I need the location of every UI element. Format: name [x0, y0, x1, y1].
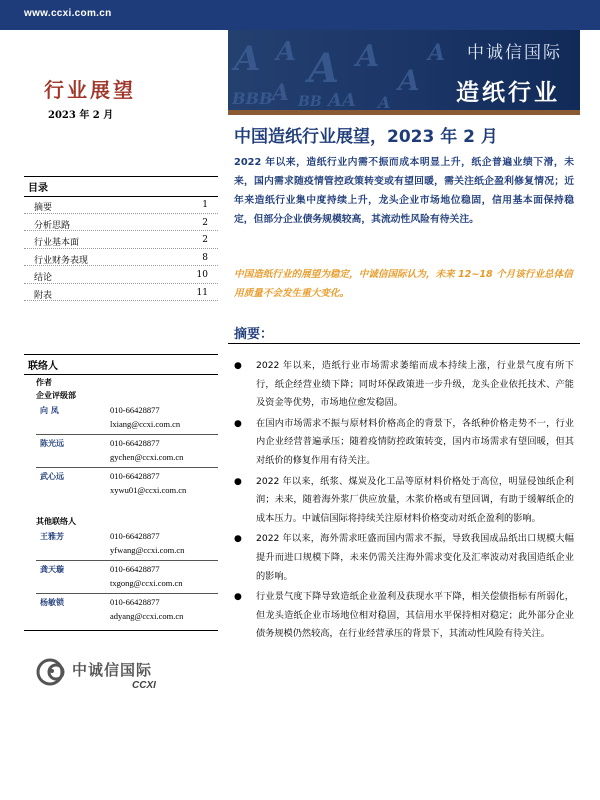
contacts-heading: 联络人: [24, 354, 218, 375]
contact-name: 龚天璇: [40, 565, 64, 574]
contact-email[interactable]: xywu01@ccxi.com.cn: [110, 485, 187, 495]
outlook-view: 中国造纸行业的展望为稳定，中诚信国际认为，未来 12~18 个月该行业总体信用质量不会发生重大变化。: [234, 269, 573, 299]
contact-phone: 010-66428877: [110, 405, 160, 415]
toc-item-label: 摘要: [34, 203, 53, 213]
toc-list: [24, 196, 218, 301]
contact-phone: 010-66428877: [110, 597, 160, 607]
toc-item[interactable]: [24, 266, 218, 284]
toc-item-page: 8: [202, 252, 208, 263]
banner-letter: A: [398, 64, 420, 97]
logo-abbr: CCXI: [132, 680, 156, 691]
banner-letter: A: [308, 45, 340, 92]
banner-letter: BBB: [232, 89, 273, 108]
contact-phone: 010-66428877: [110, 471, 160, 481]
toc-item[interactable]: [24, 214, 218, 232]
contact-phone: 010-66428877: [110, 438, 160, 448]
toc-item-label: 行业基本面: [34, 238, 80, 248]
site-url[interactable]: www.ccxi.com.cn: [24, 8, 112, 19]
contact-email[interactable]: yfwang@ccxi.com.cn: [110, 545, 185, 555]
toc-item-page: 11: [196, 287, 208, 298]
document-title: 中国造纸行业展望，2023 年 2 月: [234, 127, 498, 147]
summary-bullet: ● 2022 年以来，海外需求旺盛而国内需求不振，导致我国成品纸出口规模大幅提升而进口规模下降，未来仍需关注海外需求变化及汇率波动对我国造纸企业的影响。: [234, 530, 574, 586]
toc-item-label: 结论: [34, 273, 53, 283]
contact-name: 向 凤: [40, 406, 59, 415]
logo-mark-icon: [36, 656, 70, 690]
contact-entry: [36, 469, 218, 502]
summary-title: 摘要：: [234, 327, 274, 342]
toc-item-page: 10: [196, 270, 208, 280]
contact-email[interactable]: lxiang@ccxi.com.cn: [110, 419, 181, 429]
banner-letter: A: [272, 80, 290, 106]
contact-name: 王雅芳: [40, 532, 64, 541]
contact-divider: [36, 467, 218, 468]
logo-name: 中诚信国际: [72, 661, 153, 679]
banner-underline: [228, 110, 580, 115]
contact-entry: [36, 436, 218, 469]
other-contacts-title: 其他联络人: [36, 517, 76, 526]
toc-item[interactable]: [24, 196, 218, 214]
report-type: 行业展望: [44, 78, 136, 102]
contact-name: 武心远: [40, 472, 64, 481]
toc-item-page: 2: [202, 217, 208, 228]
contact-email[interactable]: adyang@ccxi.com.cn: [110, 611, 184, 621]
contact-divider: [36, 560, 218, 561]
top-bar: [0, 0, 600, 30]
banner-letter: AA: [328, 90, 356, 110]
summary-bullet: ● 2022 年以来，造纸行业市场需求萎缩而成本持续上涨，行业景气度有所下行，纸企经营业绩下降；同时环保政策进一步升级，龙头企业依托技术、产能及资金等优势，市场地位愈发稳固。: [234, 357, 574, 413]
banner-letter: A: [234, 39, 261, 79]
banner-letter: A: [356, 39, 380, 74]
contact-name: 陈光远: [40, 439, 64, 448]
banner-letter: BB: [298, 94, 322, 110]
summary-bullet: ● 行业景气度下降导致造纸企业盈利及获现水平下降，相关偿债指标有所弱化，但龙头造纸企业市场地位相对稳固，其信用水平保持相对稳定；此外部分企业债务规模仍然较高，在行业经营承压的背景下，其流动性风险有待关注。: [234, 588, 574, 644]
contact-divider: [36, 593, 218, 594]
summary-bullets: [234, 357, 574, 646]
contact-email[interactable]: txgong@ccxi.com.cn: [110, 578, 183, 588]
sector-title: 造纸行业: [456, 80, 560, 106]
contact-entry: [36, 562, 218, 595]
summary-rule: [228, 343, 580, 344]
toc-item-page: 2: [202, 235, 208, 245]
contact-entry: [36, 529, 218, 562]
contact-email[interactable]: gychen@ccxi.com.cn: [110, 452, 184, 462]
department-name: 企业评级部: [36, 391, 76, 400]
toc-item[interactable]: [24, 284, 218, 302]
contacts-section: [36, 377, 218, 628]
report-date: 2023 年 2 月: [48, 110, 114, 121]
brand-name: 中诚信国际: [467, 43, 562, 63]
contact-phone: 010-66428877: [110, 564, 160, 574]
toc-item-label: 附表: [34, 290, 53, 301]
left-column-rule: [24, 630, 218, 631]
contact-phone: 010-66428877: [110, 531, 160, 541]
banner-letter: A: [276, 37, 297, 67]
toc-item-label: 行业财务表现: [34, 255, 89, 266]
banner-letter: A: [378, 93, 391, 110]
contact-divider: [36, 434, 218, 435]
abstract-text: 2022 年以来，造纸行业内需不振而成本明显上升，纸企普遍业绩下滑，未来，国内需求随疫情管控政策转变或有望回暖，需关注纸企盈利修复情况；近年来造纸行业集中度持续上升，龙头企业市场地位稳固，信用基本面保持稳定，但部分企业债务规模较高，其流动性风险有待关注。: [234, 157, 574, 225]
banner-letter: A: [428, 40, 446, 66]
company-logo: [36, 656, 186, 698]
toc-item-label: 分析思路: [34, 220, 71, 231]
toc-heading: 目录: [24, 176, 218, 197]
summary-bullet: ● 在国内市场需求不振与原材料价格高企的背景下，各纸种价格走势不一，行业内企业经营普遍承压；随着疫情防控政策转变，国内市场需求有望回暖，但其对纸价的修复作用有待关注。: [234, 415, 574, 471]
toc-item[interactable]: [24, 231, 218, 249]
header-banner: [228, 30, 580, 110]
authors-title: 作者: [36, 378, 52, 387]
contacts-spacer: [36, 502, 218, 516]
summary-bullet: ● 2022 年以来，纸浆、煤炭及化工品等原材料价格处于高位，明显侵蚀纸企利润；未来，随着海外浆厂供应放量，木浆价格或有望回调，有助于缓解纸企的成本压力。中诚信国际将持续关注原材料价格变动对纸企盈利的影响。: [234, 473, 574, 529]
contact-entry: [36, 403, 218, 436]
contact-name: 杨敏锁: [40, 598, 64, 607]
toc-item-page: 1: [202, 200, 208, 210]
toc-item[interactable]: [24, 249, 218, 267]
contact-entry: [36, 595, 218, 628]
